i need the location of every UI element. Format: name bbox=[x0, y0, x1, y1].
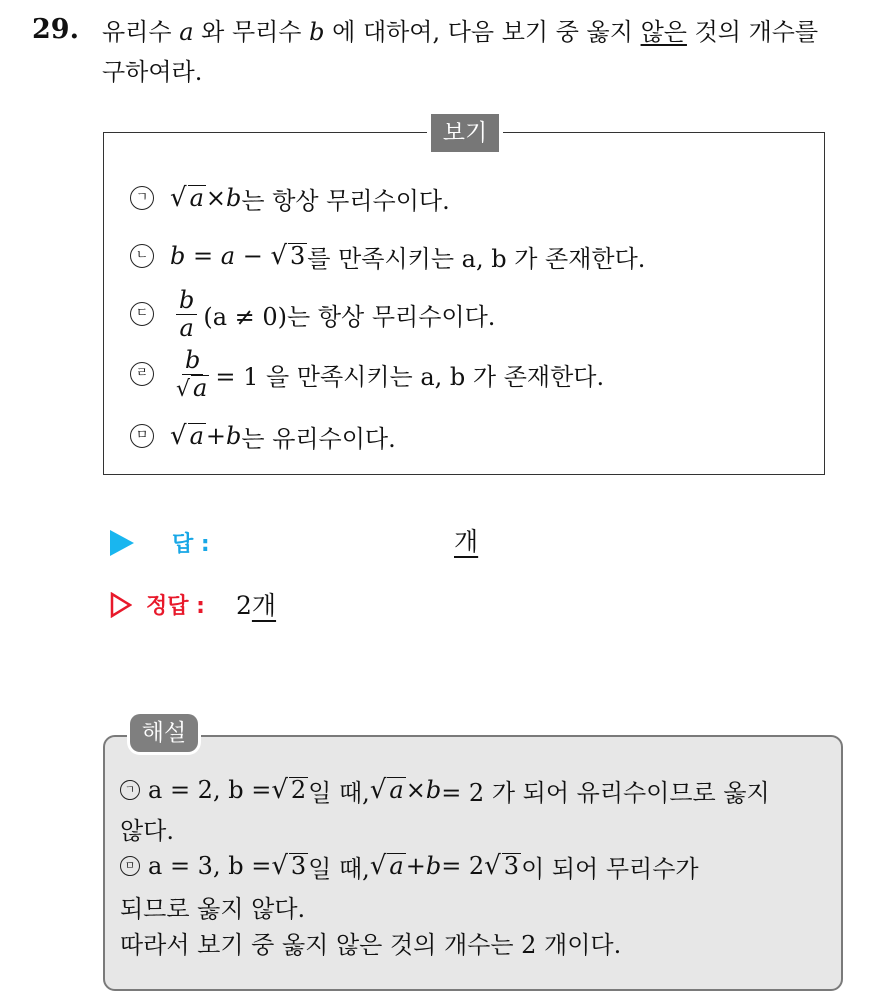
filled-triangle-icon bbox=[110, 530, 134, 556]
explanation-line-5: 따라서 보기 중 옳지 않은 것의 개수는 2 개이다. bbox=[120, 930, 622, 959]
math-expression: √ a bbox=[170, 183, 204, 214]
answer-label: 답 : bbox=[172, 532, 210, 557]
explanation-line-3: ㅁ a = 3, b = √ 3 일 때, √ a + b = 2 √ 3 이 되어 무리수가 bbox=[120, 846, 699, 886]
bogi-title: 보기 bbox=[431, 114, 499, 152]
answer-row bbox=[110, 527, 210, 558]
correct-answer-value: 2개 bbox=[236, 591, 277, 620]
circled-marker-icon: ㄱ bbox=[120, 780, 140, 800]
circled-marker-icon: ㅁ bbox=[120, 856, 140, 876]
circled-marker-icon: ㅁ bbox=[130, 424, 154, 448]
bogi-item-1: ㄱ √ a × b 는 항상 무리수이다. bbox=[130, 178, 450, 218]
circled-marker-icon: ㄷ bbox=[130, 302, 154, 326]
bogi-item-5: ㅁ √ a + b 는 유리수이다. bbox=[130, 416, 396, 456]
explanation-line-1: ㄱ a = 2, b = √ 2 일 때, √ a × b = 2 가 되어 유리수이므로 옳지 bbox=[120, 770, 770, 810]
fraction: b √ a bbox=[176, 346, 208, 402]
question-text: 유리수 a 와 무리수 b 에 대하여, 다음 보기 중 옳지 않은 것의 개수를 구하여라. bbox=[102, 18, 819, 86]
explanation-title: 해설 bbox=[130, 714, 198, 752]
circled-marker-icon: ㄹ bbox=[130, 362, 154, 386]
correct-answer-row bbox=[110, 589, 205, 620]
question-number: 29. bbox=[32, 14, 79, 45]
emphasis-underline: 않은 bbox=[640, 18, 687, 46]
circled-marker-icon: ㄴ bbox=[130, 244, 154, 268]
math-expression: b = a − √ 3 bbox=[170, 241, 306, 271]
outline-triangle-icon bbox=[110, 592, 132, 618]
answer-unit: 개 bbox=[454, 527, 479, 556]
bogi-item-3: ㄷ $\frac{b}{a}$ (a ≠ 0)는 항상 무리수이다. bbox=[130, 290, 495, 338]
fraction: $\frac{b}{a}$ bbox=[176, 287, 197, 341]
circled-marker-icon: ㄱ bbox=[130, 186, 154, 210]
explanation-line-4: 되므로 옳지 않다. bbox=[120, 894, 306, 923]
bogi-item-4: ㄹ b √ a = 1 을 만족시키는 a, b 가 존재한다. bbox=[130, 348, 604, 400]
bogi-item-2: ㄴ b = a − √ 3 를 만족시키는 a, b 가 존재한다. bbox=[130, 236, 645, 276]
correct-answer-label: 정답 : bbox=[146, 594, 205, 619]
explanation-line-2: 않다. bbox=[120, 816, 174, 845]
math-expression: √ a bbox=[170, 421, 204, 452]
